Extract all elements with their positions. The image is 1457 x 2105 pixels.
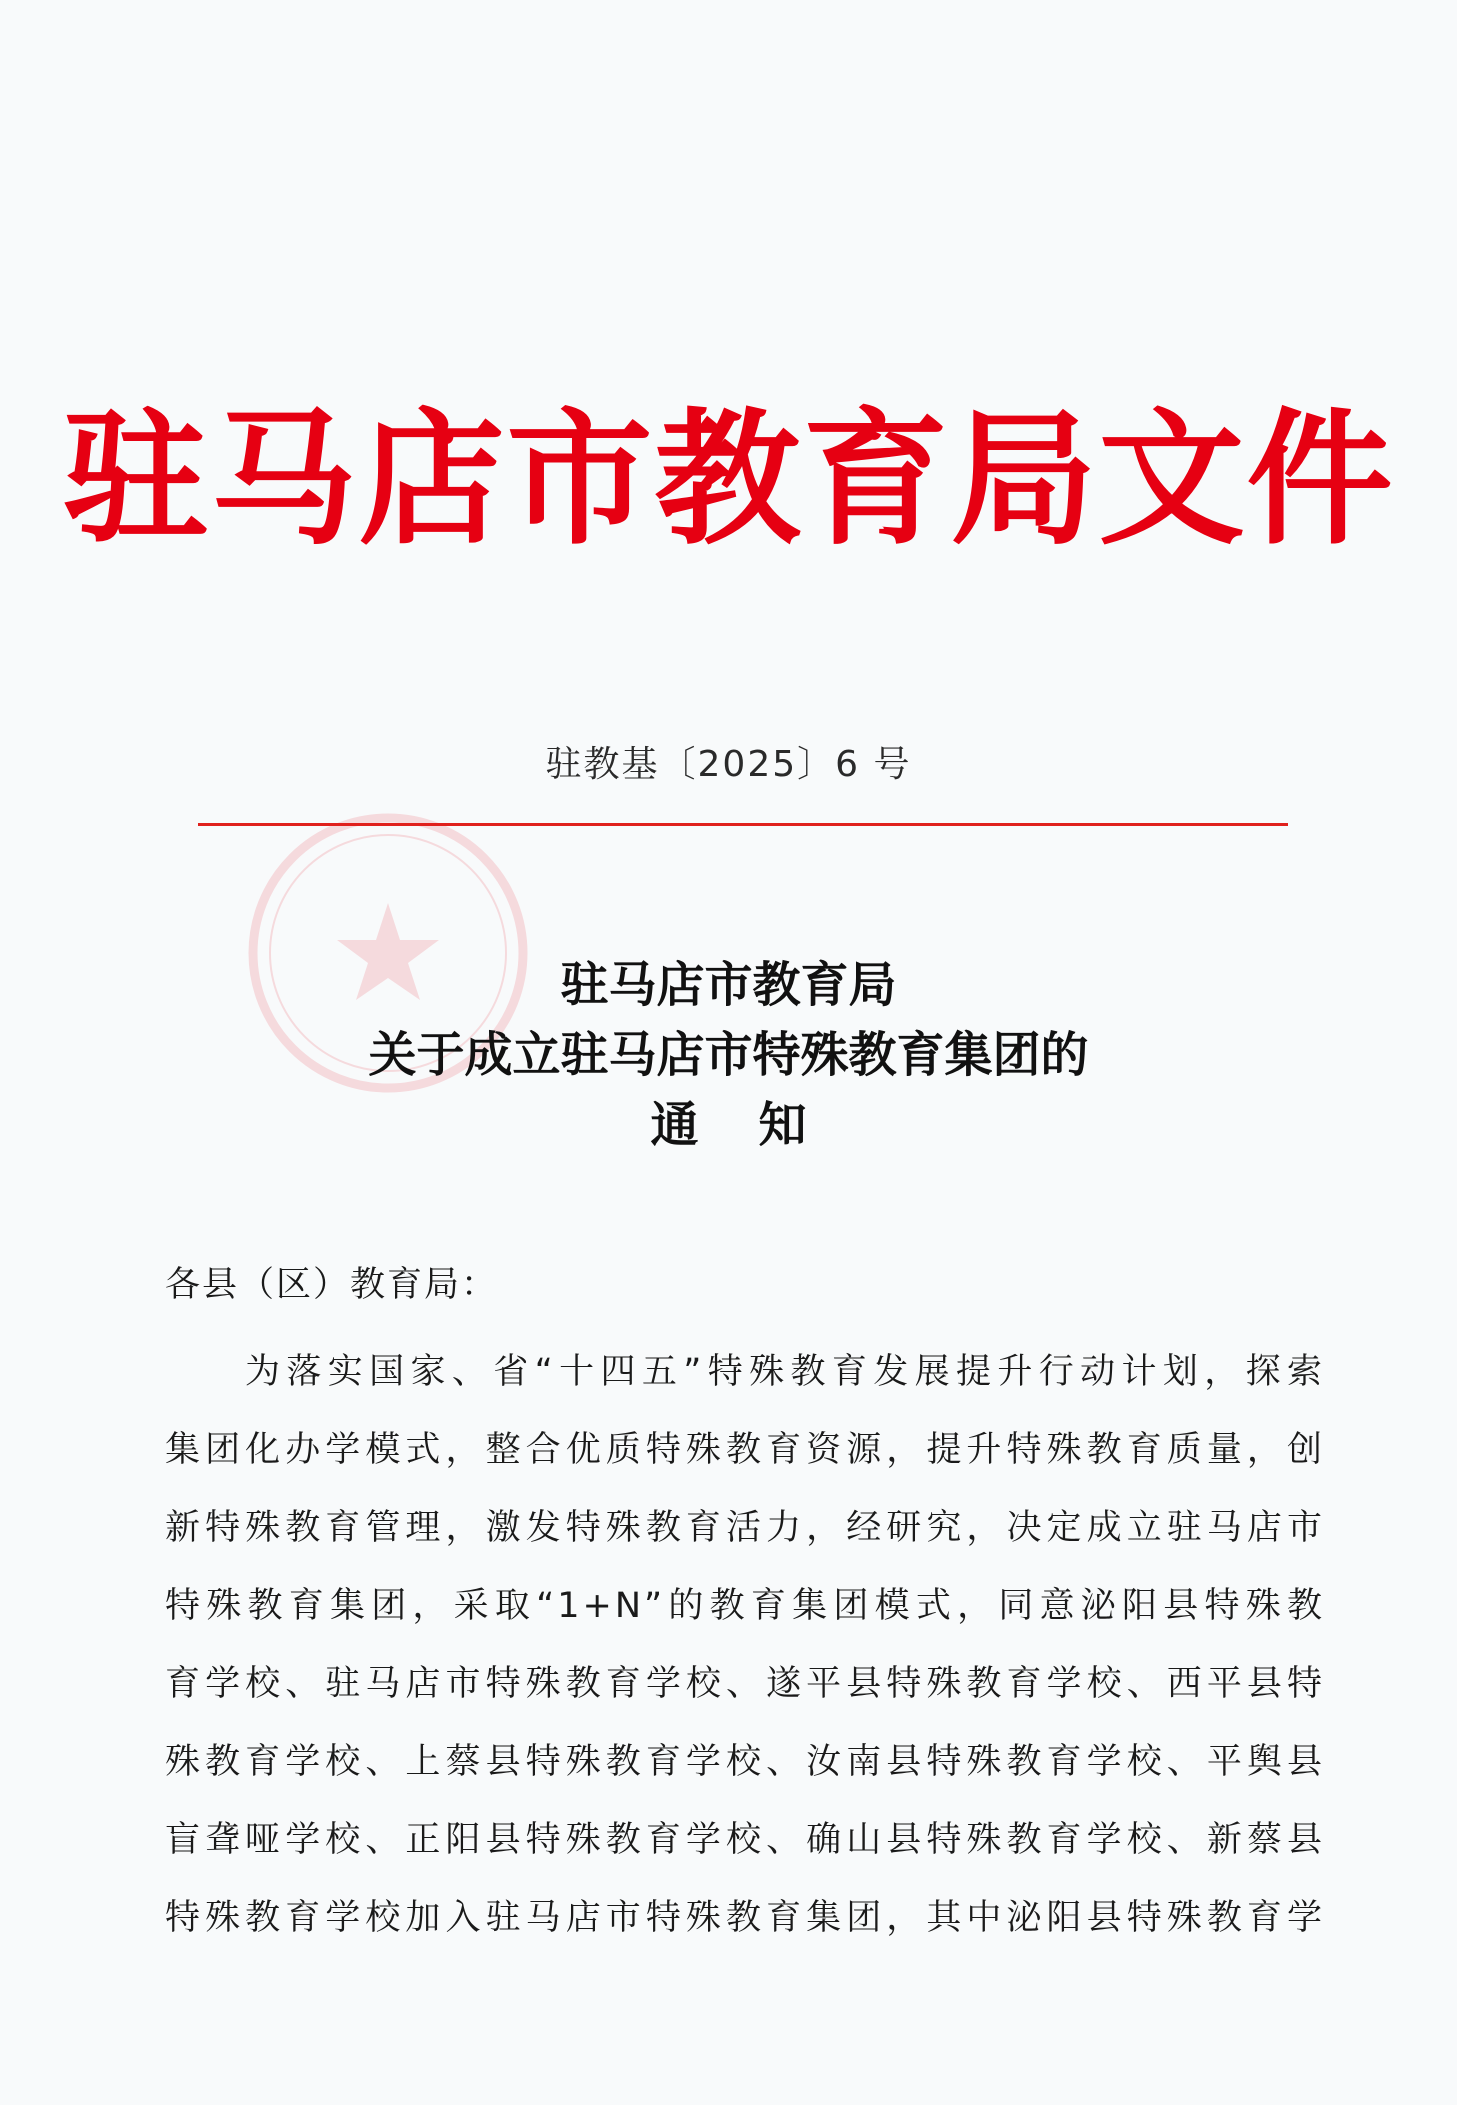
paragraph-line: 集团化办学模式，整合优质特殊教育资源，提升特殊教育质量，创 xyxy=(165,1430,1325,1470)
paragraph-line: 特殊教育集团，采取“1+N”的教育集团模式，同意泌阳县特殊教 xyxy=(165,1586,1325,1626)
salutation: 各县（区）教育局： xyxy=(165,1265,499,1305)
body-text xyxy=(165,1255,1325,1957)
title-line-3: 通知 xyxy=(650,1097,867,1153)
masthead-title: 驻马店市教育局文件 xyxy=(62,394,1395,565)
title-line-1: 驻马店市教育局 xyxy=(560,957,897,1013)
red-divider-rule xyxy=(198,823,1288,826)
paragraph-line: 盲聋哑学校、正阳县特殊教育学校、确山县特殊教育学校、新蔡县 xyxy=(165,1820,1325,1860)
paragraph-line: 育学校、驻马店市特殊教育学校、遂平县特殊教育学校、西平县特 xyxy=(165,1664,1325,1704)
title-line-2: 关于成立驻马店市特殊教育集团的 xyxy=(368,1027,1089,1083)
paragraph-line: 殊教育学校、上蔡县特殊教育学校、汝南县特殊教育学校、平舆县 xyxy=(165,1742,1325,1782)
notice-title xyxy=(0,950,1457,1160)
paragraph-line: 新特殊教育管理，激发特殊教育活力，经研究，决定成立驻马店市 xyxy=(165,1508,1325,1548)
document-number: 驻教基〔2025〕6 号 xyxy=(545,744,912,785)
paragraph-line: 特殊教育学校加入驻马店市特殊教育集团，其中泌阳县特殊教育学 xyxy=(165,1898,1325,1938)
paragraph-line: 为落实国家、省“十四五”特殊教育发展提升行动计划，探索 xyxy=(245,1352,1325,1392)
paragraph-1 xyxy=(165,1333,1325,1957)
